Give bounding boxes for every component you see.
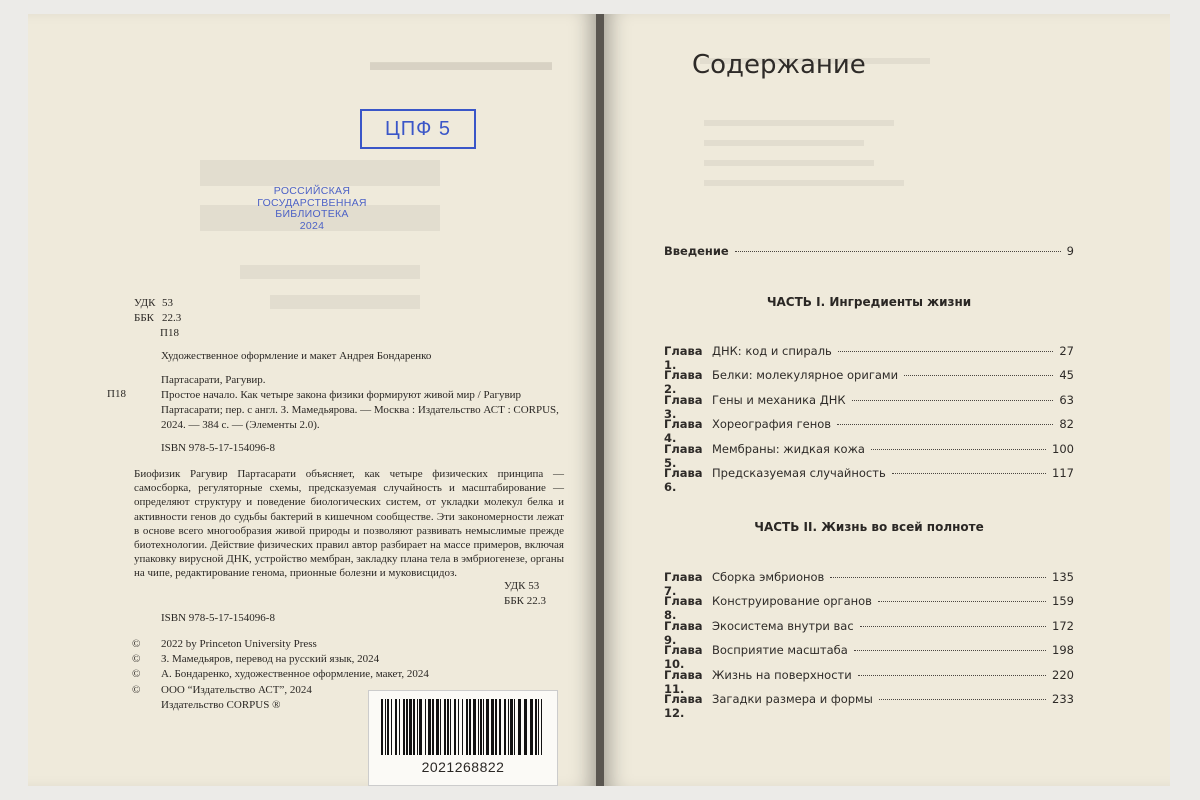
copyright-row — [132, 667, 429, 682]
udk-label: УДК — [504, 580, 526, 592]
barcode-bar — [399, 699, 400, 755]
barcode-bar — [419, 699, 422, 755]
toc-chapter: Глава 6. — [664, 465, 703, 494]
toc-leader — [852, 400, 1054, 401]
toc-entry-name: Предсказуемая случайность — [712, 465, 886, 480]
show-through-line — [704, 160, 874, 166]
barcode-bar — [454, 699, 456, 755]
toc-entry-name: Восприятие масштаба — [712, 643, 848, 658]
toc-entry-name: ДНК: код и спираль — [712, 344, 832, 358]
toc-part1-list — [664, 344, 1074, 494]
barcode-bar — [462, 699, 463, 755]
toc-row — [664, 441, 1074, 470]
bbk-row — [134, 311, 181, 326]
barcode-bar — [469, 699, 471, 755]
isbn-bottom: ISBN 978-5-17-154096-8 — [161, 612, 275, 624]
toc-chapter: Глава 8. — [664, 594, 703, 623]
toc-page-number: 63 — [1059, 392, 1074, 407]
barcode-bar — [417, 699, 418, 755]
toc-page-number: 159 — [1052, 594, 1074, 609]
annotation: Биофизик Рагувир Партасарати объясняет, как четыре физических принципа — самосборка, регуляторные схемы, предсказуемая случайность и масштабирование — определяют структуру и поведение биологических систем, от укладки молекул белка и активности генов до судьбы бактерий в кишечном сообществе. Эти закономерности лежат в основе всего многообразия живой природы и позволяют развивать немыслимые прежде биотехнологии. Действие физических правил автор разбирает на массе примеров, включая упаковку вирусной ДНК, устройство мембран, закладку плана тела в эмбриогенезе, органы на чипе, редактирование генома, прионные болезни и муковисцидоз. — [134, 468, 564, 580]
barcode-bar — [432, 699, 434, 755]
author-code: П18 — [160, 327, 179, 339]
toc-page-number: 100 — [1052, 441, 1074, 456]
barcode-bar — [403, 699, 405, 755]
barcode-bar — [450, 699, 451, 755]
barcode-bar — [504, 699, 506, 755]
barcode-bar — [473, 699, 476, 755]
barcode-bar — [538, 699, 539, 755]
part-title: ЧАСТЬ I. Ингредиенты жизни — [766, 295, 972, 309]
barcode-bar — [458, 699, 459, 755]
toc-row — [664, 667, 1074, 696]
library-stamp — [232, 186, 392, 232]
barcode-bar — [385, 699, 386, 755]
toc-leader — [904, 375, 1053, 376]
copyright-text: З. Мамедьяров, перевод на русский язык, 2024 — [161, 653, 380, 666]
copyright-symbol: © — [132, 638, 141, 650]
udk-row — [134, 296, 181, 311]
copyright-text: ООО “Издательство АСТ”, 2024 — [161, 683, 312, 696]
copyright-text: А. Бондаренко, художественное оформление, макет, 2024 — [161, 668, 429, 681]
barcode-bar — [480, 699, 482, 755]
toc-intro — [664, 244, 1074, 268]
toc-page-number: 9 — [1066, 244, 1074, 258]
toc-leader — [854, 650, 1046, 651]
toc-chapter: Глава 9. — [664, 618, 703, 647]
barcode-bars — [377, 699, 549, 755]
toc-entry-name: Белки: молекулярное оригами — [712, 368, 899, 383]
toc-entry-name: Загадки размера и формы — [712, 691, 873, 706]
toc-chapter: Глава 7. — [664, 570, 703, 598]
toc-chapter: Глава 3. — [664, 392, 703, 421]
barcode-bar — [447, 699, 449, 755]
barcode-bar — [466, 699, 468, 755]
barcode-label — [368, 690, 558, 786]
toc-page-number: 233 — [1052, 691, 1074, 706]
toc-row — [664, 594, 1074, 623]
toc-row — [664, 570, 1074, 598]
barcode-bar — [524, 699, 527, 755]
toc-row — [664, 344, 1074, 372]
toc-row — [664, 618, 1074, 647]
toc-chapter: Глава 5. — [664, 441, 703, 470]
toc-chapter: Глава 12. — [664, 691, 703, 720]
show-through-text: ▬▬▬▬▬▬▬ — [370, 46, 552, 76]
show-through-line — [704, 180, 904, 186]
barcode-bar — [428, 699, 431, 755]
toc-page-number: 27 — [1059, 344, 1074, 358]
library-stamp-line: ГОСУДАРСТВЕННАЯ — [257, 196, 367, 209]
toc-page-number: 220 — [1052, 667, 1074, 682]
bib-description: Простое начало. Как четыре закона физики формируют живой мир / Рагувир Партасарати; пер. с англ. З. Мамедьярова. — Москва : Издательство АСТ : CORPUS, 2024. — 384 с. — (Элементы 2.0). — [161, 389, 559, 431]
barcode-bar — [530, 699, 533, 755]
bib-code: П18 — [107, 388, 126, 400]
barcode-bar — [541, 699, 542, 755]
copyright-row — [132, 637, 429, 652]
barcode-bar — [483, 699, 484, 755]
toc-page-number: 135 — [1052, 570, 1074, 584]
toc-row — [664, 465, 1074, 494]
udk-label: УДК — [134, 297, 156, 309]
toc-part2-list — [664, 570, 1074, 720]
barcode-bar — [535, 699, 537, 755]
part-title: ЧАСТЬ II. Жизнь во всей полноте — [754, 520, 984, 534]
toc-entry-name: Мембраны: жидкая кожа — [712, 441, 865, 456]
library-stamp-line: РОССИЙСКАЯ — [273, 185, 351, 197]
classification-bottom — [504, 579, 546, 609]
barcode-bar — [499, 699, 501, 755]
barcode-bar — [413, 699, 415, 755]
toc-row — [664, 643, 1074, 672]
barcode-bar — [514, 699, 515, 755]
udk-value: 53 — [528, 580, 540, 592]
show-through-line — [704, 140, 864, 146]
barcode-bar — [425, 699, 426, 755]
copyright-row — [132, 652, 429, 667]
toc-entry-name: Экосистема внутри вас — [712, 618, 854, 633]
barcode-bar — [406, 699, 408, 755]
bbk-value: 22.3 — [162, 312, 182, 324]
barcode-bar — [391, 699, 392, 755]
barcode-bar — [491, 699, 494, 755]
bbk-label: ББК — [504, 595, 524, 607]
toc-entry-name: Гены и механика ДНК — [712, 392, 846, 407]
bbk-value: 22.3 — [526, 595, 546, 607]
barcode-bar — [409, 699, 412, 755]
toc-row — [664, 368, 1074, 397]
toc-entry-name: Сборка эмбрионов — [712, 570, 825, 584]
toc-row — [664, 417, 1074, 446]
toc-page-number: 45 — [1059, 368, 1074, 383]
copyright-text: Издательство CORPUS ® — [161, 698, 281, 711]
barcode-bar — [444, 699, 446, 755]
barcode-bar — [381, 699, 383, 755]
toc-leader — [860, 626, 1046, 627]
toc-page-number: 82 — [1059, 417, 1074, 432]
barcode-bar — [395, 699, 397, 755]
bib-author: Партасарати, Рагувир. — [161, 374, 266, 386]
copyright-symbol: © — [132, 683, 141, 696]
udk-row-bottom — [504, 579, 546, 594]
toc-row — [664, 244, 1074, 268]
toc-leader — [735, 251, 1061, 252]
classification-block — [134, 296, 181, 341]
toc-page-number: 172 — [1052, 618, 1074, 633]
copyright-symbol: © — [132, 653, 141, 666]
toc-entry-name: Конструирование органов — [712, 594, 872, 609]
barcode-bar — [387, 699, 389, 755]
toc-leader — [871, 449, 1046, 450]
barcode-bar — [440, 699, 441, 755]
udk-value: 53 — [162, 297, 173, 309]
copyright-text: 2022 by Princeton University Press — [161, 638, 317, 650]
toc-leader — [830, 577, 1046, 578]
toc-row — [664, 392, 1074, 421]
toc-leader — [879, 699, 1046, 700]
toc-chapter: Глава 1. — [664, 344, 703, 372]
toc-entry-name: Хореография генов — [712, 417, 832, 432]
bbk-label: ББК — [134, 312, 154, 324]
isbn: ISBN 978-5-17-154096-8 — [161, 442, 275, 454]
book-gutter — [596, 14, 604, 786]
show-through-line — [240, 265, 420, 279]
barcode-bar — [508, 699, 509, 755]
toc-page-number: 198 — [1052, 643, 1074, 658]
show-through-line — [704, 120, 894, 126]
barcode-bar — [478, 699, 479, 755]
art-design-credit: Художественное оформление и макет Андрея Бондаренко — [161, 350, 432, 362]
toc-leader — [878, 601, 1046, 602]
page-title: Содержание — [692, 50, 866, 80]
toc-chapter: Глава 11. — [664, 667, 703, 696]
show-through-line — [270, 295, 420, 309]
toc-leader — [837, 424, 1053, 425]
barcode-bar — [486, 699, 489, 755]
library-stamp-line: БИБЛИОТЕКА — [275, 208, 349, 220]
barcode-bar — [510, 699, 513, 755]
toc-chapter: Глава 4. — [664, 417, 703, 446]
library-stamp-line: 2024 — [299, 219, 325, 232]
toc-leader — [892, 473, 1046, 474]
toc-leader — [858, 675, 1046, 676]
barcode-bar — [495, 699, 497, 755]
bibliographic-record — [134, 373, 564, 433]
toc-chapter: Глава 2. — [664, 368, 703, 397]
toc-entry-name: Жизнь на поверхности — [712, 667, 852, 682]
copyright-symbol: © — [132, 668, 141, 681]
barcode-number: 2021268822 — [421, 759, 505, 775]
toc-chapter: Глава 10. — [664, 643, 703, 672]
barcode-bar — [436, 699, 439, 755]
barcode-bar — [518, 699, 521, 755]
toc-page-number: 117 — [1052, 465, 1074, 480]
bbk-row-bottom — [504, 594, 546, 609]
toc-leader — [838, 351, 1054, 352]
show-through-line — [200, 160, 440, 186]
cpf-stamp: ЦПФ 5 — [360, 109, 476, 149]
toc-row — [664, 691, 1074, 720]
toc-entry-name: Введение — [664, 244, 729, 258]
